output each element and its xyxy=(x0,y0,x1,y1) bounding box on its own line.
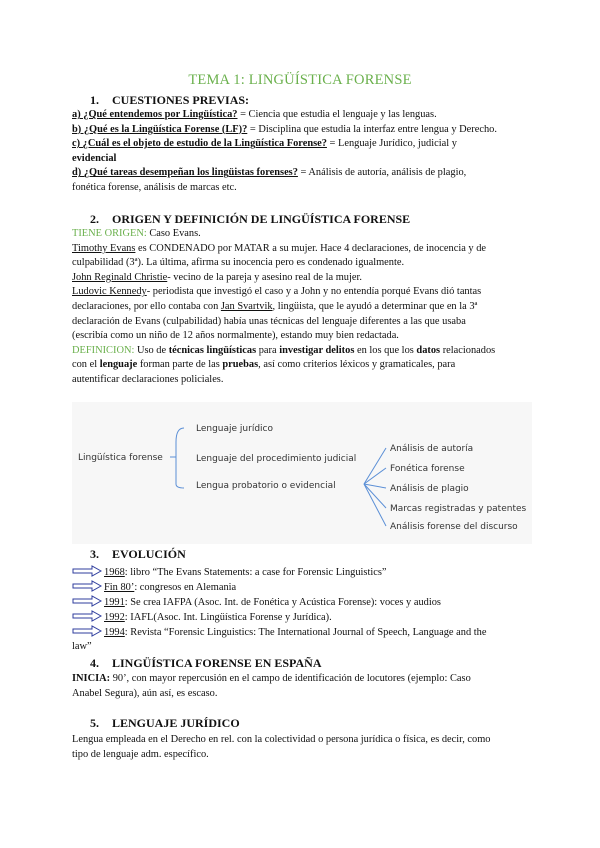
answer-c-cont: evidencial xyxy=(72,152,117,164)
section-2-heading xyxy=(90,212,410,227)
definition-text: para xyxy=(256,344,280,356)
answer-d: = Análisis de autoría, análisis de plagio, xyxy=(297,167,467,179)
paragraph-text: declaración de Evans (culpabilidad) había unas técnicas del lenguaje diferentes a las que usaba xyxy=(72,315,466,327)
section-number: 2. xyxy=(90,212,99,226)
diagram-branch: Lengua probatorio o evidencial xyxy=(196,481,336,491)
paragraph-text: es CONDENADO por MATAR a su mujer. Hace 4 declaraciones, de inocencia y de xyxy=(135,242,487,254)
question-c: c) ¿Cuál es el objeto de estudio de la Lingüística Forense? xyxy=(72,138,327,150)
evolution-text: : Se crea IAFPA (Asoc. Int. de Fonética y Acústica Forense): voces y audios xyxy=(124,597,441,608)
answer-b: = Disciplina que estudia la interfaz entre lengua y Derecho. xyxy=(247,123,497,135)
evolution-list xyxy=(72,565,532,655)
arrow-right-icon xyxy=(72,580,102,592)
evolution-date: 1994 xyxy=(104,627,125,638)
section-title: EVOLUCIÓN xyxy=(112,547,186,561)
section-title: CUESTIONES PREVIAS: xyxy=(112,93,250,107)
paragraph-text: declaraciones, por ello contaba con xyxy=(72,300,221,312)
definition-term: investigar delitos xyxy=(279,344,355,356)
answer-d-cont: fonética forense, análisis de marcas etc. xyxy=(72,181,237,193)
list-item xyxy=(72,595,532,610)
section-3-heading xyxy=(90,547,186,562)
person-name: Timothy Evans xyxy=(72,242,136,254)
definition-term: pruebas xyxy=(222,359,259,371)
evolution-date: 1992 xyxy=(104,612,125,623)
origen-label: TIENE ORIGEN: xyxy=(72,228,147,239)
definition-term: lenguaje xyxy=(99,359,138,371)
section-5-body xyxy=(72,733,512,762)
paragraph-text: , lingüista, que le ayudó a determinar que en la 3ª xyxy=(272,300,478,312)
person-name: John Reginald Christie xyxy=(72,271,168,283)
paragraph-text: - vecino de la pareja y asesino real de la mujer. xyxy=(167,271,362,283)
definition-text: Uso de xyxy=(134,344,169,356)
question-d: d) ¿Qué tareas desempeñan los lingüistas forenses? xyxy=(72,167,298,179)
section-title: LINGÜÍSTICA FORENSE EN ESPAÑA xyxy=(112,656,322,670)
diagram-leaf: Análisis de autoría xyxy=(390,444,474,454)
paragraph-text: (escribía como un niño de 12 años normalmente), estando muy bien redactada. xyxy=(72,330,399,342)
section-1-body xyxy=(72,108,512,196)
paragraph-text: Lengua empleada en el Derecho en rel. con la colectividad o persona jurídica o física, es decir, como xyxy=(72,734,491,745)
list-item xyxy=(72,565,532,580)
evolution-text: : libro “The Evans Statements: a case for Forensic Linguistics” xyxy=(124,567,387,578)
section-number: 3. xyxy=(90,547,99,561)
list-item xyxy=(72,625,532,640)
section-number: 1. xyxy=(90,93,99,107)
answer-a: = Ciencia que estudia el lenguaje y las lenguas. xyxy=(237,109,437,120)
paragraph-text: - periodista que investigó el caso y a John y no entendía porqué Evans dió tantas xyxy=(146,286,482,298)
section-number: 4. xyxy=(90,656,99,670)
diagram-branch: Lenguaje del procedimiento judicial xyxy=(196,454,357,464)
arrow-right-icon xyxy=(72,610,102,622)
section-5-heading xyxy=(90,716,240,731)
evolution-date: 1991 xyxy=(104,597,125,608)
definition-text: con el xyxy=(72,359,100,371)
evolution-text: : congresos en Alemania xyxy=(134,582,237,593)
definition-term: técnicas lingüísticas xyxy=(168,344,257,356)
definition-text: relacionados xyxy=(440,344,496,356)
paragraph-text: Anabel Segura), aún así, es escaso. xyxy=(72,687,218,699)
paragraph-text: tipo de lenguaje adm. específico. xyxy=(72,748,209,760)
section-title: LENGUAJE JURÍDICO xyxy=(112,716,240,730)
definition-text: en los que los xyxy=(354,344,417,356)
diagram-leaf: Marcas registradas y patentes xyxy=(390,504,527,514)
diagram-leaf: Fonética forense xyxy=(390,464,465,474)
evolution-date: Fin 80’ xyxy=(104,582,135,593)
arrow-right-icon xyxy=(72,625,102,637)
section-4-body xyxy=(72,672,512,701)
paragraph-text: culpabilidad (3ª). La última, afirma su inocencia pero es condenado igualmente. xyxy=(72,257,405,269)
evolution-text: : Revista “Forensic Linguistics: The International Journal of Speech, Language and the xyxy=(124,627,487,638)
definition-text: forman parte de las xyxy=(137,359,223,371)
section-title: ORIGEN Y DEFINICIÓN DE LINGÜÍSTICA FORENSE xyxy=(112,212,411,226)
definition-label: DEFINICION: xyxy=(72,344,135,356)
list-item xyxy=(72,580,532,595)
list-item-cont: law” xyxy=(72,641,92,652)
origen-text: Caso Evans. xyxy=(146,228,201,239)
diagram-leaf: Análisis forense del discurso xyxy=(390,522,518,532)
list-item xyxy=(72,610,532,625)
arrow-right-icon xyxy=(72,565,102,577)
definition-term: datos xyxy=(416,344,441,356)
diagram-root: Lingüística forense xyxy=(78,453,163,463)
section-4-heading xyxy=(90,656,322,671)
diagram-branch: Lenguaje jurídico xyxy=(196,424,274,434)
definition-text: autentificar declaraciones policiales. xyxy=(72,373,224,385)
lead-label: INICIA: xyxy=(72,673,111,684)
person-name: Ludovic Kennedy xyxy=(72,286,147,298)
paragraph-text: 90’, con mayor repercusión en el campo de identificación de locutores (ejemplo: Caso xyxy=(110,673,471,684)
section-number: 5. xyxy=(90,716,99,730)
question-a: a) ¿Qué entendemos por Lingüística? xyxy=(72,109,238,120)
section-2-body xyxy=(72,227,512,388)
document-title: TEMA 1: LINGÜÍSTICA FORENSE xyxy=(188,72,412,88)
question-b: b) ¿Qué es la Lingüística Forense (LF)? xyxy=(72,123,248,135)
evolution-text: : IAFL(Asoc. Int. Lingüística Forense y Jurídica). xyxy=(124,612,332,623)
section-1-heading xyxy=(90,93,249,108)
concept-diagram xyxy=(72,402,532,544)
arrow-right-icon xyxy=(72,595,102,607)
person-name: Jan Svartvik xyxy=(220,300,273,312)
answer-c: = Lenguaje Jurídico, judicial y xyxy=(326,138,457,150)
diagram-leaf: Análisis de plagio xyxy=(390,484,469,494)
definition-text: , así como criterios léxicos y gramaticales, para xyxy=(258,359,456,371)
evolution-date: 1968 xyxy=(104,567,125,578)
